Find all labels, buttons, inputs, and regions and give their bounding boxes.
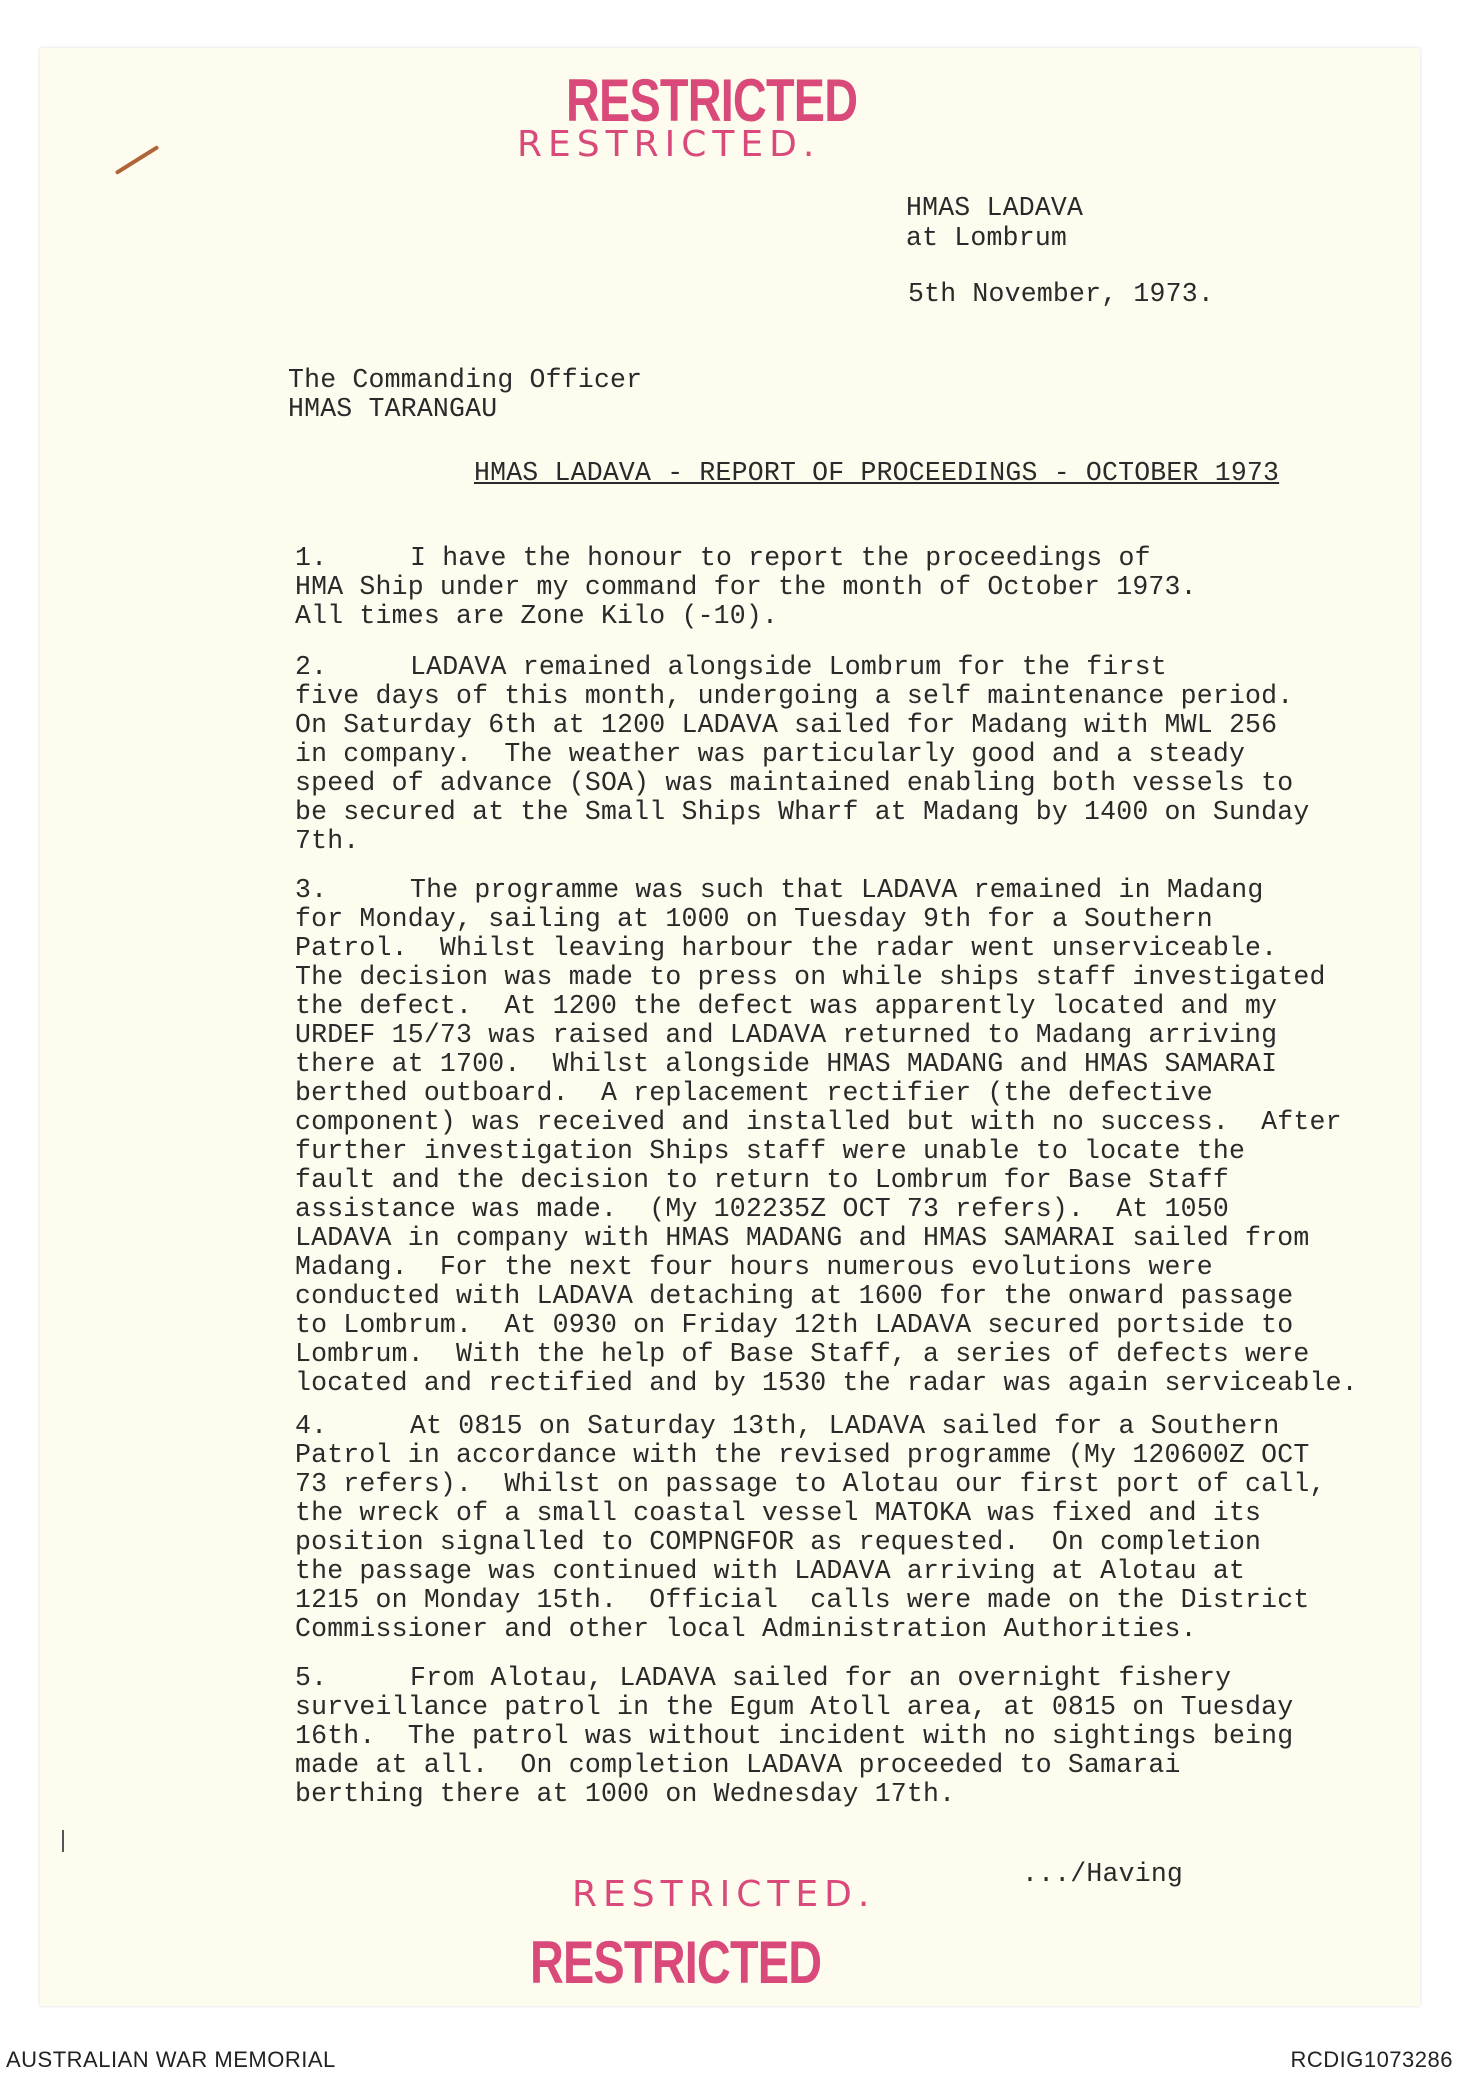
paragraph-line: assistance was made. (My 102235Z OCT 73 refers). At 1050 — [295, 1194, 1229, 1224]
paragraph-3 — [295, 876, 1415, 1398]
paragraph-line: URDEF 15/73 was raised and LADAVA returned to Madang arriving — [295, 1020, 1278, 1050]
paragraph-line: The decision was made to press on while ships staff investigated — [295, 962, 1326, 992]
paragraph-line: five days of this month, undergoing a self maintenance period. — [295, 681, 1294, 711]
paragraph-line: Commissioner and other local Administration Authorities. — [295, 1614, 1197, 1644]
paragraph-5 — [295, 1664, 1415, 1809]
paragraph-line: located and rectified and by 1530 the radar was again serviceable. — [295, 1368, 1358, 1398]
paragraph-line: be secured at the Small Ships Wharf at Madang by 1400 on Sunday — [295, 797, 1310, 827]
paragraph-line: surveillance patrol in the Egum Atoll area, at 0815 on Tuesday — [295, 1692, 1294, 1722]
paragraph-line: 7th. — [295, 826, 360, 856]
paragraph-line: Madang. For the next four hours numerous evolutions were — [295, 1252, 1213, 1282]
paragraph-line: 3. The programme was such that LADAVA remained in Madang — [295, 875, 1264, 905]
sender-location: at Lombrum — [906, 223, 1068, 253]
paragraph-line: berthed outboard. A replacement rectifier (the defective — [295, 1078, 1213, 1108]
archive-credit: AUSTRALIAN WAR MEMORIAL — [6, 2047, 336, 2072]
paragraph-line: position signalled to COMPNGFOR as requested. On completion — [295, 1527, 1262, 1557]
paragraph-line: for Monday, sailing at 1000 on Tuesday 9th for a Southern — [295, 904, 1213, 934]
paper-mark — [62, 1830, 64, 1852]
paragraph-4 — [295, 1412, 1415, 1644]
paragraph-line: Patrol. Whilst leaving harbour the radar went unserviceable. — [295, 933, 1278, 963]
paragraph-line: the wreck of a small coastal vessel MATOKA was fixed and its — [295, 1498, 1262, 1528]
record-id: RCDIG1073286 — [1290, 2047, 1453, 2072]
paragraph-line: in company. The weather was particularly good and a steady — [295, 739, 1246, 769]
paragraph-line: there at 1700. Whilst alongside HMAS MADANG and HMAS SAMARAI — [295, 1049, 1278, 1079]
paragraph-line: 73 refers). Whilst on passage to Alotau our first port of call, — [295, 1469, 1326, 1499]
paragraph-line: conducted with LADAVA detaching at 1600 for the onward passage — [295, 1281, 1294, 1311]
paragraph-2 — [295, 653, 1415, 856]
paragraph-line: berthing there at 1000 on Wednesday 17th. — [295, 1779, 956, 1809]
paragraph-line: LADAVA in company with HMAS MADANG and HMAS SAMARAI sailed from — [295, 1223, 1310, 1253]
paragraph-number: 5. — [295, 1663, 328, 1693]
restricted-handstamp-top: RESTRICTED. — [517, 124, 821, 165]
restricted-stamp-bottom: RESTRICTED — [530, 1929, 822, 1996]
paragraph-line: made at all. On completion LADAVA proceeded to Samarai — [295, 1750, 1181, 1780]
paragraph-line: component) was received and installed but with no success. After — [295, 1107, 1342, 1137]
recipient-title: The Commanding Officer — [288, 365, 643, 395]
paragraph-line: Lombrum. With the help of Base Staff, a series of defects were — [295, 1339, 1310, 1369]
sender-ship: HMAS LADAVA — [906, 193, 1084, 223]
letter-date: 5th November, 1973. — [908, 279, 1214, 309]
paragraph-line: the defect. At 1200 the defect was apparently located and my — [295, 991, 1278, 1021]
paragraph-line: On Saturday 6th at 1200 LADAVA sailed for Madang with MWL 256 — [295, 710, 1278, 740]
paragraph-line: All times are Zone Kilo (-10). — [295, 601, 779, 631]
paragraph-line: further investigation Ships staff were unable to locate the — [295, 1136, 1246, 1166]
paragraph-line: speed of advance (SOA) was maintained enabling both vessels to — [295, 768, 1294, 798]
paragraph-line: 5. From Alotau, LADAVA sailed for an overnight fishery — [295, 1663, 1232, 1693]
paragraph-line: 4. At 0815 on Saturday 13th, LADAVA sailed for a Southern — [295, 1411, 1280, 1441]
recipient-ship: HMAS TARANGAU — [288, 394, 498, 424]
paragraph-1 — [295, 544, 1415, 631]
paragraph-line: 16th. The patrol was without incident with no sightings being — [295, 1721, 1294, 1751]
paragraph-line: to Lombrum. At 0930 on Friday 12th LADAVA secured portside to — [295, 1310, 1294, 1340]
paragraph-number: 4. — [295, 1411, 328, 1441]
paragraph-line: Patrol in accordance with the revised programme (My 120600Z OCT — [295, 1440, 1310, 1470]
paragraph-line: HMA Ship under my command for the month of October 1973. — [295, 572, 1197, 602]
restricted-handstamp-bottom: RESTRICTED. — [572, 1874, 876, 1915]
paragraph-number: 1. — [295, 543, 328, 573]
paragraph-line: the passage was continued with LADAVA arriving at Alotau at — [295, 1556, 1246, 1586]
continuation-note: .../Having — [1022, 1859, 1184, 1889]
subject-heading: HMAS LADAVA - REPORT OF PROCEEDINGS - OCTOBER 1973 — [474, 458, 1280, 488]
paragraph-number: 2. — [295, 652, 328, 682]
paragraph-number: 3. — [295, 875, 328, 905]
paragraph-line: 2. LADAVA remained alongside Lombrum for the first — [295, 652, 1167, 682]
paragraph-line: 1. I have the honour to report the proceedings of — [295, 543, 1151, 573]
paragraph-line: 1215 on Monday 15th. Official calls were made on the District — [295, 1585, 1310, 1615]
restricted-stamp-top: RESTRICTED — [566, 67, 858, 134]
paragraph-line: fault and the decision to return to Lombrum for Base Staff — [295, 1165, 1229, 1195]
